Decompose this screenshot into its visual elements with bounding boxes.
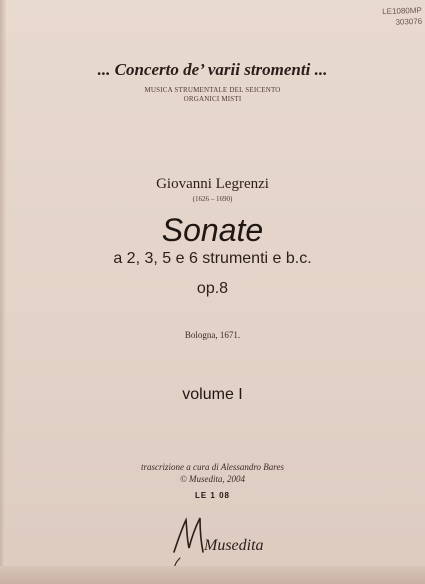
volume-label: volume I <box>182 386 243 403</box>
handwritten-inventory-note <box>352 5 423 29</box>
composer-name: Giovanni Legrenzi <box>156 176 269 192</box>
inventory-line-2: 303076 <box>395 16 423 27</box>
composer-dates: (1626 – 1690) <box>192 195 233 203</box>
logo-wordmark: Musedita <box>204 537 264 554</box>
copyright-notice: © Musedita, 2004 <box>179 474 246 484</box>
musedita-signature-logo-icon <box>160 500 270 572</box>
transcription-credit: trascrizione a cura di Alessandro Bares <box>141 462 284 472</box>
work-title: Sonate <box>161 212 264 248</box>
work-scoring: a 2, 3, 5 e 6 strumenti e b.c. <box>113 250 312 267</box>
series-subtitle-line-2: ORGANICI MISTI <box>183 95 242 103</box>
work-opus: op.8 <box>196 280 229 297</box>
series-subtitle-line-1: MUSICA STRUMENTALE DEL SEICENTO <box>144 86 281 94</box>
publication-place-year: Bologna, 1671. <box>184 330 241 340</box>
catalog-number: LE 1 08 <box>194 491 230 500</box>
page-bottom-edge <box>0 566 425 584</box>
inventory-line-1: LE1080MP <box>382 5 422 17</box>
series-title: ... Concerto de’ varii stromenti ... <box>97 60 328 79</box>
